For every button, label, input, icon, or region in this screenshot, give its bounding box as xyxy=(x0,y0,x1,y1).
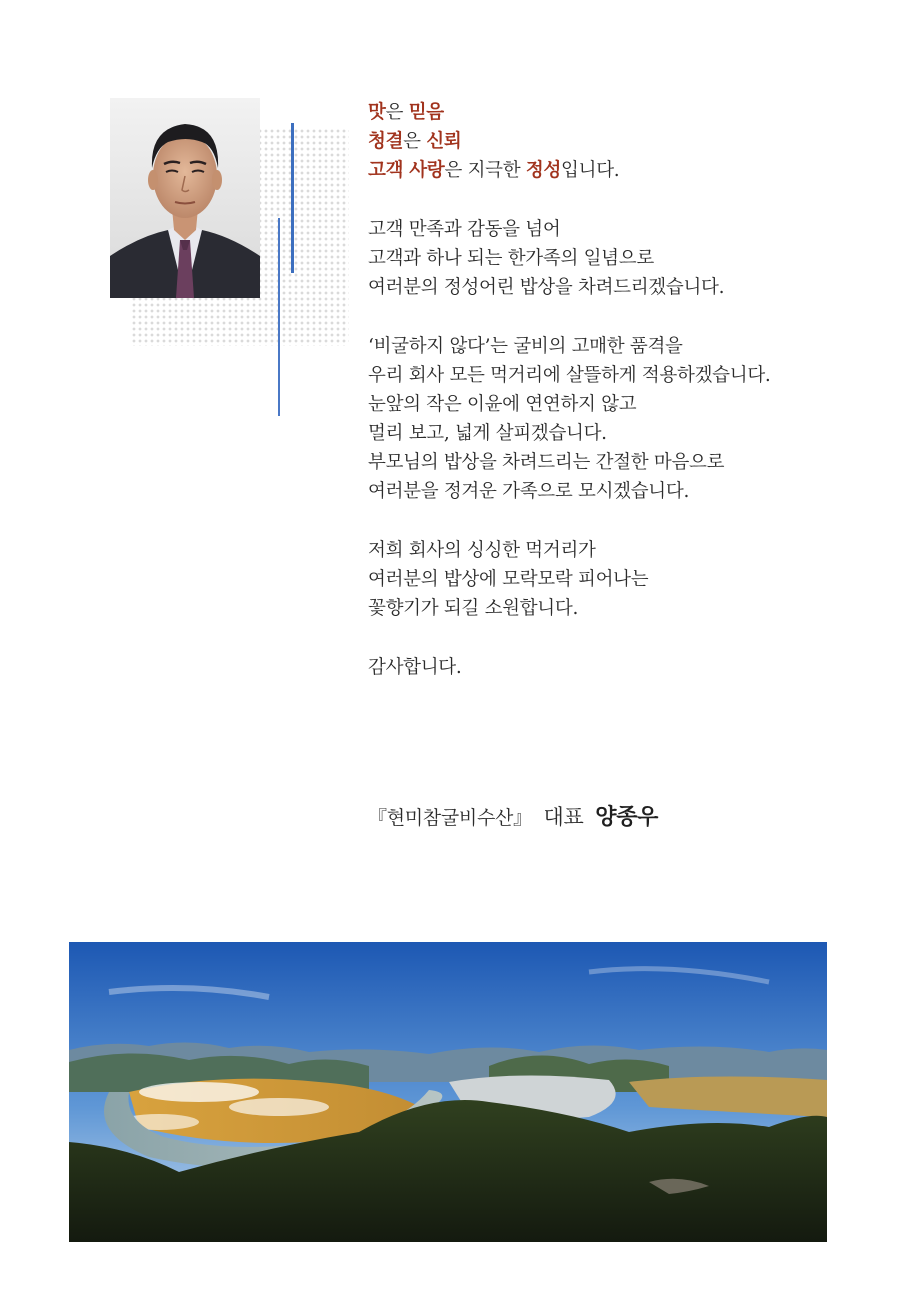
paragraph-line: 부모님의 밥상을 차려드리는 간절한 마음으로 xyxy=(368,452,725,473)
paragraph-line: 고객과 하나 되는 한가족의 일념으로 xyxy=(368,248,654,269)
paragraph-line: 멀리 보고, 넓게 살피겠습니다. xyxy=(368,423,607,444)
motto-text: 은 xyxy=(385,102,409,123)
greeting-message xyxy=(368,98,838,682)
company-name: 『현미참굴비수산』 xyxy=(368,807,532,829)
motto-keyword: 신뢰 xyxy=(426,131,462,152)
paragraph-line: 여러분의 정성어린 밥상을 차려드리겠습니다. xyxy=(368,277,725,298)
motto-line-2 xyxy=(368,127,838,156)
motto-text: 입니다. xyxy=(561,160,620,181)
motto-text: 은 xyxy=(403,131,427,152)
paragraph-line: 여러분을 정겨운 가족으로 모시겠습니다. xyxy=(368,481,690,502)
paragraph-line: 고객 만족과 감동을 넘어 xyxy=(368,219,561,240)
paragraph-line: 우리 회사 모든 먹거리에 살뜰하게 적용하겠습니다. xyxy=(368,365,771,386)
motto-keyword: 정성 xyxy=(525,160,562,181)
paragraph-line: 꽃향기가 되길 소원합니다. xyxy=(368,598,579,619)
paragraph-line: ‘비굴하지 않다’는 굴비의 고매한 품격을 xyxy=(368,336,683,357)
motto-keyword: 맛 xyxy=(368,102,386,123)
motto-text: 은 지극한 xyxy=(444,160,526,181)
accent-bar-thin xyxy=(278,218,280,416)
motto-keyword: 청결 xyxy=(368,131,404,152)
motto-keyword: 고객 사랑 xyxy=(368,160,445,181)
paragraph-line: 눈앞의 작은 이윤에 연연하지 않고 xyxy=(368,394,637,415)
ceo-name: 양종우 xyxy=(595,804,659,830)
motto-line-3 xyxy=(368,156,838,185)
ceo-portrait xyxy=(110,98,260,298)
paragraph-line: 저희 회사의 싱싱한 먹거리가 xyxy=(368,540,596,561)
closing-line: 감사합니다. xyxy=(368,657,462,678)
accent-bar xyxy=(291,123,294,273)
motto-line-1 xyxy=(368,98,838,127)
signature-role: 대표 xyxy=(543,805,584,829)
landscape-photo xyxy=(69,942,827,1242)
paragraph-line: 여러분의 밥상에 모락모락 피어나는 xyxy=(368,569,649,590)
signature xyxy=(368,800,658,831)
motto-keyword: 믿음 xyxy=(408,102,444,123)
